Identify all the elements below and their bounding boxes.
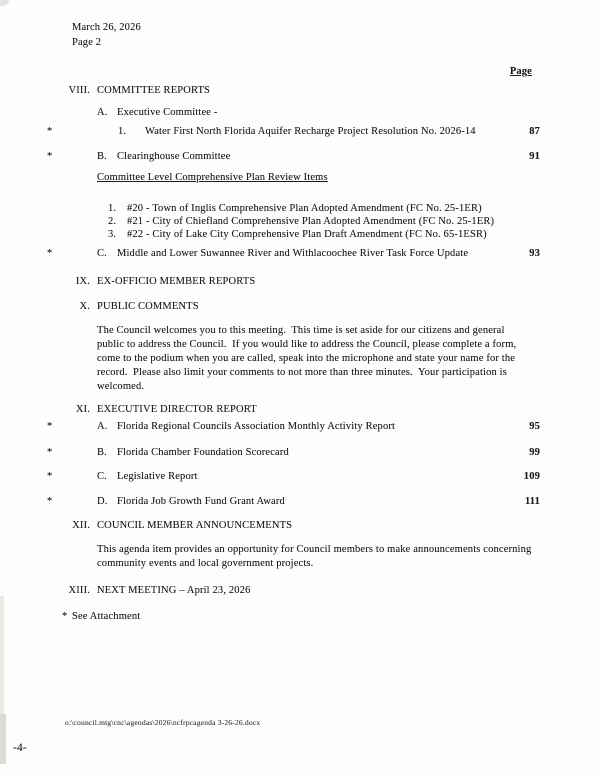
attachment-star: * (47, 126, 53, 137)
toc-item-letter: B. (97, 447, 107, 458)
section-xiii-title: NEXT MEETING – April 23, 2026 (97, 585, 251, 596)
section-xiii-numeral: XIII. (68, 585, 90, 596)
footer-page-number: -4- (13, 742, 27, 754)
header-page-label: Page 2 (72, 37, 102, 48)
public-comments-paragraph-line: welcomed. (97, 381, 145, 392)
toc-item-page-number: 91 (529, 151, 540, 162)
public-comments-paragraph-line: come to the podium when you are called, speak into the microphone and state your name for the (97, 353, 516, 364)
toc-item-text: Middle and Lower Suwannee River and Withlacoochee River Task Force Update (117, 248, 469, 259)
scan-edge-shadow (0, 596, 4, 722)
review-item-text: #22 - City of Lake City Comprehensive Plan Draft Amendment (FC No. 65-1ESR) (127, 229, 487, 240)
attachment-star: * (47, 248, 53, 259)
attachment-note-text: See Attachment (72, 611, 141, 622)
public-comments-paragraph-line: The Council welcomes you to this meeting. This time is set aside for our citizens and general (97, 325, 505, 336)
toc-item-text: Florida Job Growth Fund Grant Award (117, 496, 285, 507)
toc-item-letter: B. (97, 151, 107, 162)
attachment-star: * (47, 471, 53, 482)
toc-item-letter: C. (97, 248, 107, 259)
toc-item-page-number: 95 (529, 421, 540, 432)
footer-file-path: o:\council.mtg\cnc\agendas\2026\ncfrpcagenda 3-26-26.docx (65, 718, 261, 727)
review-item-number: 3. (108, 229, 117, 240)
review-items-heading: Committee Level Comprehensive Plan Review Items (97, 172, 328, 183)
section-viii-numeral: VIII. (68, 85, 90, 96)
toc-item-text: Clearinghouse Committee (117, 151, 231, 162)
scan-edge-shadow (0, 714, 6, 764)
attachment-star: * (47, 447, 53, 458)
exec-committee-label: Executive Committee - (117, 107, 218, 118)
section-xii-numeral: XII. (72, 520, 90, 531)
header-date: March 26, 2026 (72, 22, 141, 33)
toc-item-number: 1. (118, 126, 127, 137)
toc-item-text: Florida Chamber Foundation Scorecard (117, 447, 289, 458)
toc-item-page-number: 111 (524, 496, 540, 507)
section-ix-numeral: IX. (75, 276, 90, 287)
announcements-paragraph-line: This agenda item provides an opportunity for Council members to make announcements concerning (97, 544, 532, 555)
review-item-text: #21 - City of Chiefland Comprehensive Plan Adopted Amendment (FC No. 25-1ER) (127, 216, 495, 227)
toc-item-page-number: 109 (523, 471, 540, 482)
section-ix-title: EX-OFFICIO MEMBER REPORTS (97, 276, 256, 287)
section-xi-numeral: XI. (75, 404, 90, 415)
section-x-numeral: X. (79, 301, 90, 312)
review-item-number: 1. (108, 203, 117, 214)
page-column-header: Page (509, 66, 532, 77)
toc-item-letter: C. (97, 471, 107, 482)
toc-item-text: Water First North Florida Aquifer Recharge Project Resolution No. 2026-14 (145, 126, 476, 137)
toc-item-page-number: 87 (529, 126, 540, 137)
toc-item-letter: D. (97, 496, 108, 507)
toc-item-page-number: 93 (529, 248, 540, 259)
attachment-star: * (47, 421, 53, 432)
attachment-star: * (47, 496, 53, 507)
toc-item-text: Legislative Report (117, 471, 198, 482)
attachment-star: * (47, 151, 53, 162)
scan-speck (0, 0, 9, 6)
exec-committee-letter: A. (97, 107, 108, 118)
section-xii-title: COUNCIL MEMBER ANNOUNCEMENTS (97, 520, 293, 531)
section-xi-title: EXECUTIVE DIRECTOR REPORT (97, 404, 257, 415)
review-item-number: 2. (108, 216, 117, 227)
announcements-paragraph-line: community events and local government projects. (97, 558, 314, 569)
public-comments-paragraph-line: record. Please also limit your comments to not more than three minutes. Your participation is (97, 367, 507, 378)
section-x-title: PUBLIC COMMENTS (97, 301, 199, 312)
toc-item-letter: A. (97, 421, 108, 432)
review-item-text: #20 - Town of Inglis Comprehensive Plan Adopted Amendment (FC No. 25-1ER) (127, 203, 482, 214)
public-comments-paragraph-line: public to address the Council. If you would like to address the Council, please complete a form, (97, 339, 517, 350)
toc-item-text: Florida Regional Councils Association Monthly Activity Report (117, 421, 396, 432)
toc-item-page-number: 99 (529, 447, 540, 458)
section-viii-title: COMMITTEE REPORTS (97, 85, 211, 96)
attachment-star: * (62, 611, 68, 622)
